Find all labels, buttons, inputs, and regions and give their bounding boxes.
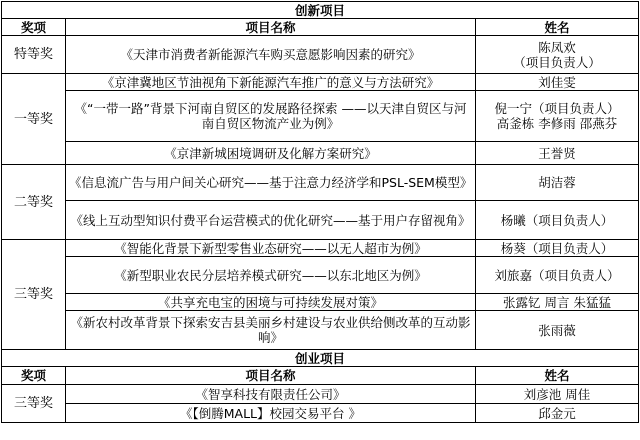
member-names: 刘彦池 周佳 [476,385,639,404]
project-title: 《天津市消费者新能源汽车购买意愿影响因素的研究》 [66,36,476,74]
member-names: 杨曦（项目负责人） [476,201,639,240]
table-row [2,240,639,257]
member-names: 杨葵（项目负责人） [476,240,639,257]
header-level: 奖项 [2,19,66,36]
project-title: 《京津冀地区节油视角下新能源汽车推广的意义与方法研究》 [66,74,476,91]
member-names [476,36,639,74]
project-title: 《新型职业农民分层培养模式研究——以东北地区为例》 [66,257,476,294]
member-names: 张露钇 周言 朱猛猛 [476,294,639,311]
member-names-text: 倪一宁（项目负责人） 高釜栋 李修雨 邵燕芬 [494,101,620,131]
award-level-third-entrepreneurship: 三等奖 [2,385,66,423]
header-level: 奖项 [2,367,66,385]
project-title: 《新农村改革背景下探索安吉县美丽乡村建设与农业供给侧改革的互动影响》 [66,311,476,350]
project-title: 《共享充电宝的困境与可持续发展对策》 [66,294,476,311]
award-level-third: 三等奖 [2,240,66,350]
project-title: 《智能化背景下新型零售业态研究——以无人超市为例》 [66,240,476,257]
award-level-first: 一等奖 [2,74,66,165]
table-row [2,404,639,423]
entrepreneurship-section-row [2,350,639,367]
table-row [2,165,639,201]
member-names: 邱金元 [476,404,639,423]
project-title: 《【倒腾MALL】校园交易平台 》 [66,404,476,423]
project-title: 《京津新城困境调研及化解方案研究》 [66,142,476,165]
entrepreneurship-section-title: 创业项目 [2,350,639,367]
table-row [2,201,639,240]
table-row [2,142,639,165]
member-names: 胡洁蓉 [476,165,639,201]
member-names: 王誉贤 [476,142,639,165]
header-name: 姓名 [476,367,639,385]
entrepreneurship-header-row [2,367,639,385]
header-name: 姓名 [476,19,639,36]
award-level-second: 二等奖 [2,165,66,240]
table-row [2,257,639,294]
innovation-section-row [2,2,639,19]
innovation-section-title: 创新项目 [2,2,639,19]
table-row [2,36,639,74]
awards-table [1,1,639,423]
table-row [2,385,639,404]
table-row [2,91,639,142]
award-level-special: 特等奖 [2,36,66,74]
project-title: 《智享科技有限责任公司》 [66,385,476,404]
member-names: 刘旅嘉（项目负责人） [476,257,639,294]
innovation-header-row [2,19,639,36]
project-title: 《线上互动型知识付费平台运营模式的优化研究——基于用户存留视角》 [66,201,476,240]
project-title: 《信息流广告与用户间关心研究——基于注意力经济学和PSL-SEM模型》 [66,165,476,201]
member-names: 张雨薇 [476,311,639,350]
member-names [476,91,639,142]
table-row [2,74,639,91]
header-project: 项目名称 [66,367,476,385]
table-row [2,311,639,350]
member-names-text: 陈凤欢 （项目负责人） [513,39,601,70]
header-project: 项目名称 [66,19,476,36]
member-names: 刘佳雯 [476,74,639,91]
project-title: 《“一带一路”背景下河南自贸区的发展路径探索 ——以天津自贸区与河南自贸区物流产业为例》 [66,91,476,142]
table-row [2,294,639,311]
